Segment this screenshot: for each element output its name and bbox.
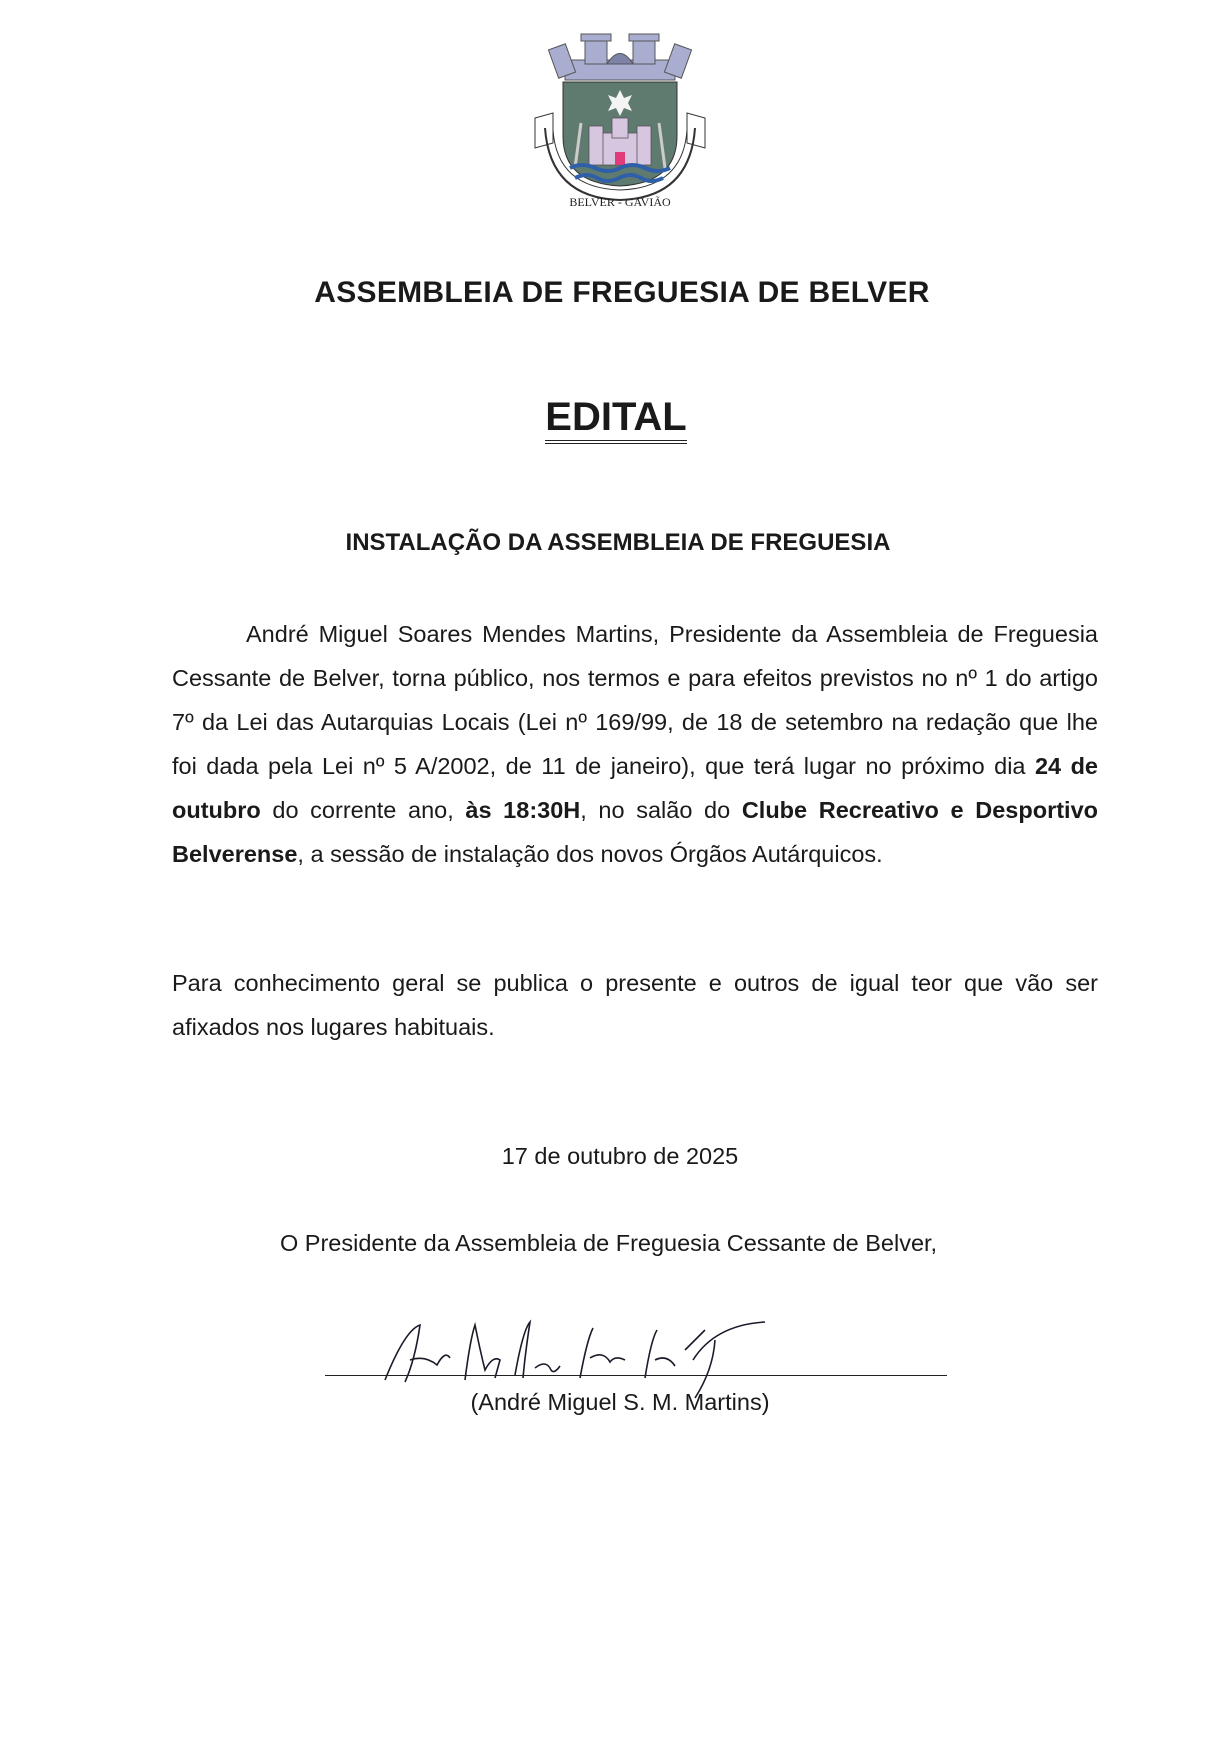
session-time: às 18:30H	[465, 797, 581, 823]
body-paragraph-1: André Miguel Soares Mendes Martins, Presidente da Assembleia de Freguesia Cessante de Belver, torna público, nos termos e para efeitos previstos no nº 1 do artigo 7º da Lei das Autarquias Locais (Lei nº 169/99, de 18 de setembro na redação que lhe foi dada pela Lei nº 5 A/2002, de 11 de janeiro), que terá lugar no próximo dia 24 de outubro do corrente ano, às 18:30H, no salão do Clube Recreativo e Desportivo Belverense, a sessão de instalação dos novos Órgãos Autárquicos.	[172, 621, 1099, 867]
document-subtitle: INSTALAÇÃO DA ASSEMBLEIA DE FREGUESIA	[345, 529, 891, 556]
body-paragraph-2: Para conhecimento geral se publica o presente e outros de igual teor que vão ser afixados nos lugares habituais.	[172, 970, 1098, 1040]
closing-line: O Presidente da Assembleia de Freguesia Cessante de Belver,	[280, 1230, 938, 1256]
signatory-name: (André Miguel S. M. Martins)	[470, 1389, 770, 1415]
session-date: 24 de outubro	[172, 753, 1099, 823]
coat-of-arms-logo	[515, 18, 725, 210]
assembly-title: ASSEMBLEIA DE FREGUESIA DE BELVER	[314, 276, 930, 309]
document-heading: EDITAL	[545, 395, 686, 444]
document-date: 17 de outubro de 2025	[501, 1143, 739, 1169]
session-venue: Clube Recreativo e Desportivo Belverense	[172, 797, 1098, 867]
handwritten-signature	[375, 1310, 765, 1400]
signature-line	[325, 1375, 947, 1376]
crest-motto: BELVER - GAVIÃO	[569, 195, 671, 209]
